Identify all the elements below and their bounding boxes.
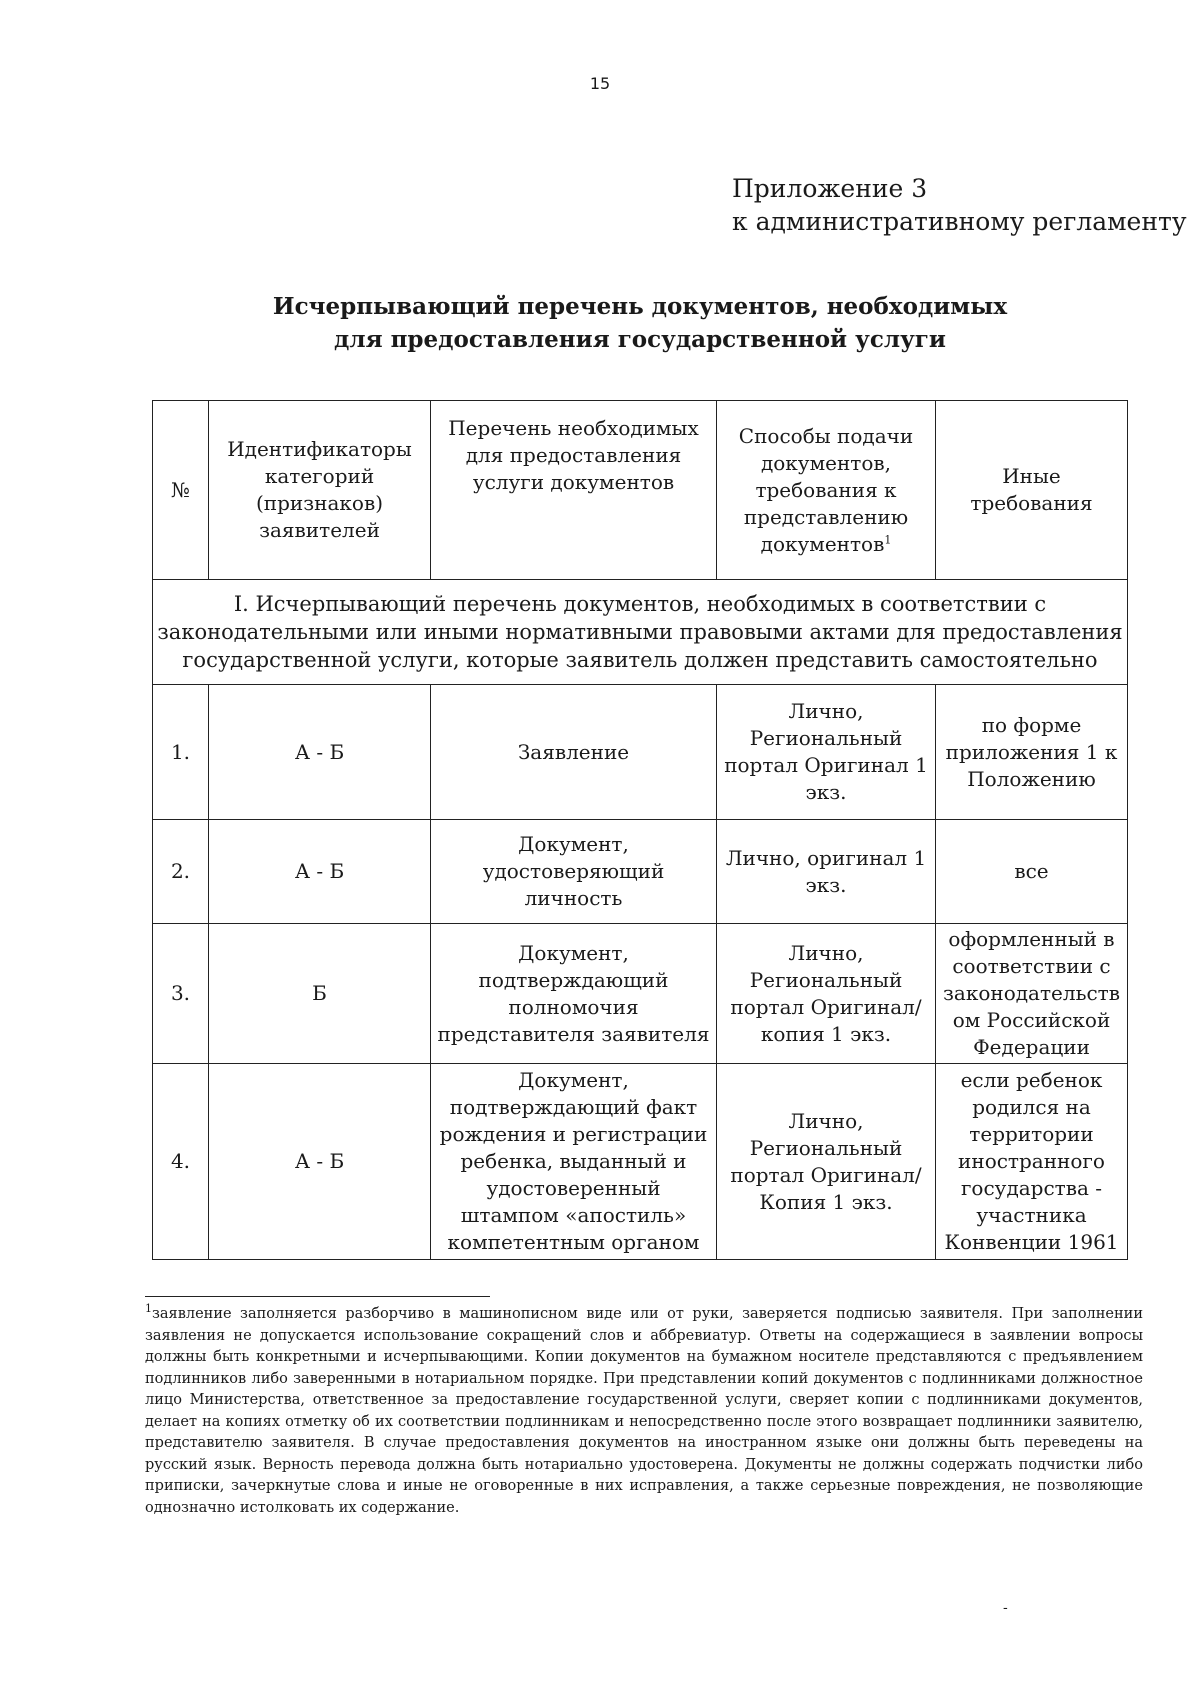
documents-table: [152, 400, 1128, 1260]
header-documents: Перечень необходимых для предоставления услуги документов: [431, 401, 717, 580]
row-categories: А - Б: [209, 1064, 431, 1260]
row-method: Лично, Региональный портал Оригинал/копия 1 экз.: [717, 924, 936, 1064]
document-title: [140, 290, 1140, 356]
footnote-separator: [145, 1296, 490, 1297]
table-row: [153, 685, 1128, 820]
footnote-text: заявление заполняется разборчиво в машинописном виде или от руки, заверяется подписью заявителя. При заполнении заявления не допускается использование сокращений слов и аббревиатур. Ответы на содержащиеся в заявлении вопросы должны быть конкретными и исчерпывающими. Копии документов на бумажном носителе представляются с предъявлением подлинников либо заверенными в нотариальном порядке. При представлении копий документов с подлинниками должностное лицо Министерства, ответственное за предоставление государственной услуги, сверяет копии с подлинниками документов, делает на копиях отметку об их соответствии подлинникам и непосредственно после этого возвращает подлинники заявителю, представителю заявителя. В случае предоставления документов на иностранном языке они должны быть переведены на русский язык. Верность перевода должна быть нотариально удостоверена. Документы не должны содержать подчистки либо приписки, зачеркнутые слова и иные не оговоренные в них исправления, а также серьезные повреждения, не позволяющие однозначно истолковать их содержание.: [145, 1306, 1143, 1516]
row-method: Лично, оригинал 1 экз.: [717, 820, 936, 924]
row-num: 4.: [153, 1064, 209, 1260]
header-methods-text: Способы подачи документов, требования к представлению документов: [738, 423, 914, 556]
header-other: Иные требования: [936, 401, 1128, 580]
row-document: Документ, подтверждающий полномочия представителя заявителя: [431, 924, 717, 1064]
row-num: 2.: [153, 820, 209, 924]
row-num: 3.: [153, 924, 209, 1064]
row-num: 1.: [153, 685, 209, 820]
row-document: Заявление: [431, 685, 717, 820]
table-row: [153, 820, 1128, 924]
table-row: [153, 1064, 1128, 1260]
appendix-line-1: Приложение 3: [732, 174, 928, 203]
row-method: Лично, Региональный портал Оригинал/Копия 1 экз.: [717, 1064, 936, 1260]
header-num: №: [153, 401, 209, 580]
row-categories: Б: [209, 924, 431, 1064]
row-categories: А - Б: [209, 820, 431, 924]
row-categories: А - Б: [209, 685, 431, 820]
footnote-mark: 1: [145, 1302, 152, 1316]
row-other: по форме приложения 1 к Положению: [936, 685, 1128, 820]
row-other: оформленный в соответствии с законодательств ом Российской Федерации: [936, 924, 1128, 1064]
title-line-2: для предоставления государственной услуги: [334, 326, 946, 353]
page-number: 15: [589, 74, 611, 93]
header-methods-footnote-mark: 1: [884, 532, 892, 546]
section-row: [153, 580, 1128, 685]
header-categories: Идентификаторы категорий (признаков) заявителей: [209, 401, 431, 580]
row-document: Документ, подтверждающий факт рождения и регистрации ребенка, выданный и удостоверенный штампом «апостиль» компетентным органом: [431, 1064, 717, 1260]
appendix-label: [732, 172, 1187, 238]
row-document: Документ, удостоверяющий личность: [431, 820, 717, 924]
table-header-row: [153, 401, 1128, 580]
stray-mark: -: [1003, 1600, 1008, 1616]
title-line-1: Исчерпывающий перечень документов, необходимых: [272, 293, 1008, 320]
section-1-heading: I. Исчерпывающий перечень документов, необходимых в соответствии с законодательными или иными нормативными правовыми актами для предоставления государственной услуги, которые заявитель должен представить самостоятельно: [153, 580, 1128, 685]
row-other: если ребенок родился на территории иностранного государства - участника Конвенции 1961: [936, 1064, 1128, 1260]
footnote: [145, 1304, 1143, 1519]
appendix-line-2: к административному регламенту: [732, 207, 1187, 236]
row-other: все: [936, 820, 1128, 924]
row-method: Лично, Региональный портал Оригинал 1 экз.: [717, 685, 936, 820]
header-methods: [717, 401, 936, 580]
table-row: [153, 924, 1128, 1064]
